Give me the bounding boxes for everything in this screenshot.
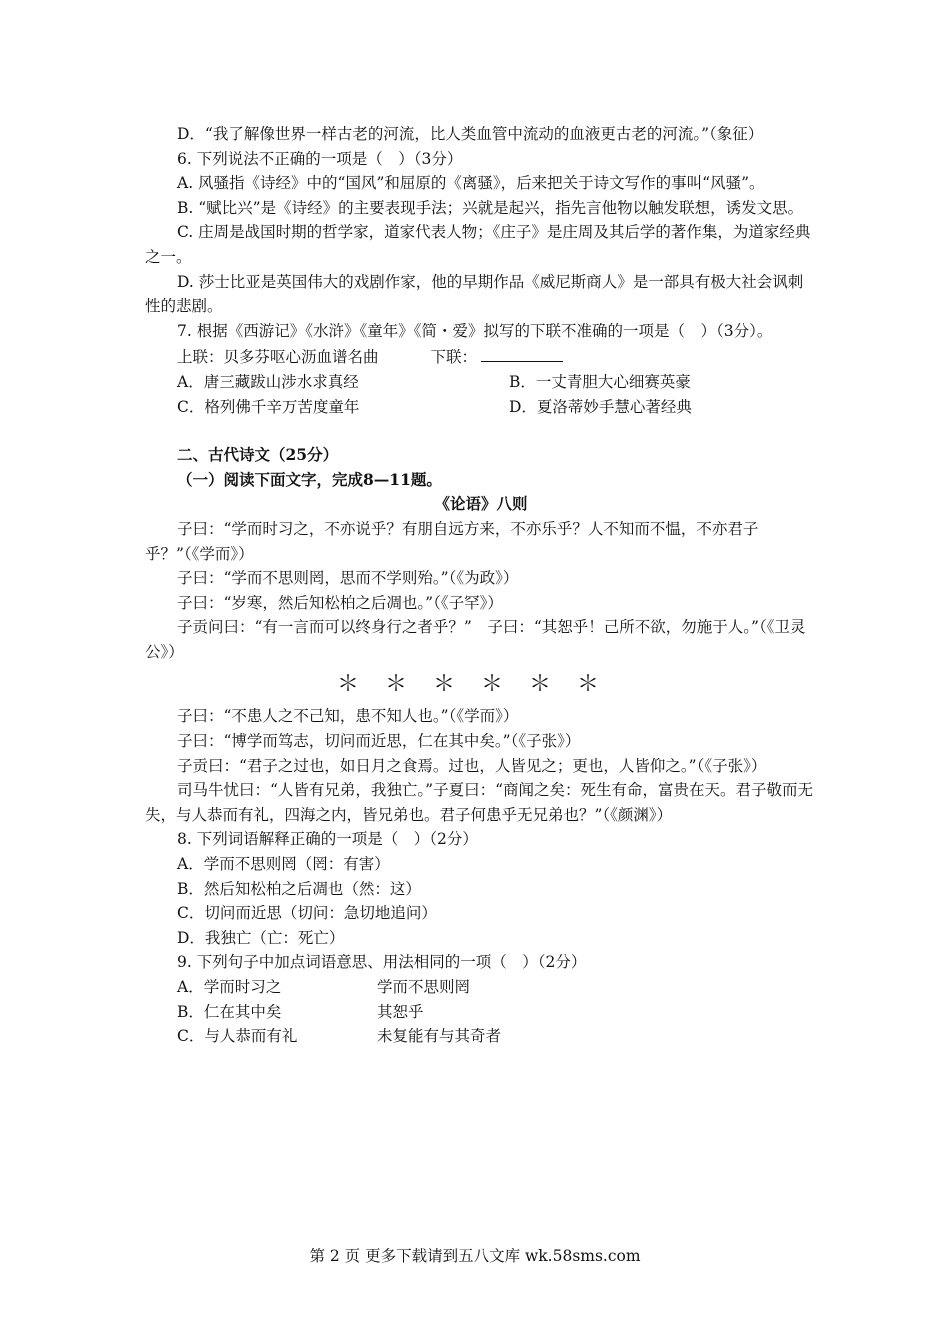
question-6-option-c: C. 庄周是战国时期的哲学家，道家代表人物；《庄子》是庄周及其后学的著作集，为道家经典之一。 — [145, 223, 811, 266]
question-8-option-d: D．我独亡（亡：死亡） — [177, 928, 345, 947]
question-8-option-b: B．然后知松柏之后凋也（然：这） — [177, 879, 421, 898]
analects-1: 子曰：“学而时习之，不亦说乎？有朋自远方来，不亦乐乎？人不知而不愠，不亦君子乎？”（《学而》） — [145, 519, 759, 563]
passage-title: 《论语》八则 — [434, 494, 528, 514]
question-6-option-a: A. 风骚指《诗经》中的“国风”和屈原的《离骚》，后来把关于诗文写作的事叫“风骚”。 — [177, 174, 765, 193]
question-9: 9. 下列句子中加点词语意思、用法相同的一项（ ）（2分） — [177, 953, 587, 972]
question-7-options-row-1 — [145, 370, 817, 395]
analects-5: 子曰：“不患人之不己知，患不知人也。”（《学而》） — [177, 707, 519, 726]
option-a-right: 学而不思则罔 — [377, 978, 471, 996]
question-5-option-d: D．“我了解像世界一样古老的河流，比人类血管中流动的血液更古老的河流。”（象征） — [177, 125, 764, 143]
answer-blank — [481, 343, 563, 362]
question-7: 7. 根据《西游记》《水浒》《童年》《简・爱》拟写的下联不准确的一项是（ ）（3分）。 — [177, 321, 773, 340]
lower-couplet-label: 下联： — [430, 348, 478, 367]
option-b-right: 其恕乎 — [377, 1002, 424, 1021]
option-b-left: B．仁在其中矣 — [177, 1002, 282, 1021]
question-9-option-b — [145, 1000, 817, 1025]
analects-7: 子贡曰：“君子之过也，如日月之食焉。过也，人皆见之；更也，人皆仰之。”（《子张》） — [177, 756, 767, 775]
page-footer: 第 2 页 更多下载请到五八文库 wk.58sms.com — [309, 1247, 641, 1265]
question-6: 6. 下列说法不正确的一项是（ ）（3分） — [177, 149, 463, 168]
upper-couplet: 上联：贝多芬呕心沥血谱名曲 — [177, 348, 379, 367]
question-9-option-c — [145, 1024, 817, 1049]
section-heading: 二、古代诗文（25分） — [177, 445, 339, 465]
separator-stars: ＊＊＊＊＊＊ — [336, 672, 625, 698]
question-7-option-c: C．格列佛千辛万苦度童年 — [177, 397, 360, 416]
question-8: 8. 下列词语解释正确的一项是（ ）（2分） — [177, 830, 478, 849]
analects-3: 子曰：“岁寒，然后知松柏之后凋也。”（《子罕》） — [177, 593, 503, 612]
analects-8: 司马牛忧曰：“人皆有兄弟，我独亡。”子夏曰：“商闻之矣：死生有命，富贵在天。君子敬而无失，与人恭而有礼，四海之内，皆兄弟也。君子何患乎无兄弟也？”（《颜渊》） — [145, 781, 814, 824]
question-7-option-b: B．一丈青胆大心细赛英豪 — [509, 372, 691, 391]
subsection-heading: （一）阅读下面文字，完成8—11题。 — [177, 469, 442, 489]
question-7-option-d: D．夏洛蒂妙手慧心著经典 — [509, 397, 692, 416]
question-8-option-a: A．学而不思则罔（罔：有害） — [177, 855, 390, 874]
question-7-options-row-2 — [145, 395, 817, 420]
analects-6: 子曰：“博学而笃志，切问而近思，仁在其中矣。”（《子张》） — [177, 732, 581, 751]
option-c-left: C．与人恭而有礼 — [177, 1027, 298, 1046]
analects-4: 子贡问曰：“有一言而可以终身行之者乎？” 子曰：“其恕乎！己所不欲，勿施于人。”（《卫灵公》） — [145, 618, 806, 661]
question-6-option-d: D. 莎士比亚是英国伟大的戏剧作家，他的早期作品《威尼斯商人》是一部具有极大社会讽刺性的悲剧。 — [145, 272, 804, 316]
analects-2: 子曰：“学而不思则罔，思而不学则殆。”（《为政》） — [177, 569, 519, 588]
question-8-option-c: C．切问而近思（切问：急切地追问） — [177, 904, 437, 923]
question-7-option-a: A．唐三藏跋山涉水求真经 — [177, 372, 359, 391]
option-c-right: 未复能有与其奇者 — [377, 1027, 502, 1046]
document-page — [145, 122, 817, 1049]
option-a-left: A．学而时习之 — [177, 978, 282, 996]
question-6-option-b: B. “赋比兴”是《诗经》的主要表现手法；兴就是起兴，指先言他物以触发联想，诱发文思。 — [177, 198, 804, 217]
couplet-line — [145, 343, 817, 370]
question-9-option-a — [145, 975, 817, 1000]
